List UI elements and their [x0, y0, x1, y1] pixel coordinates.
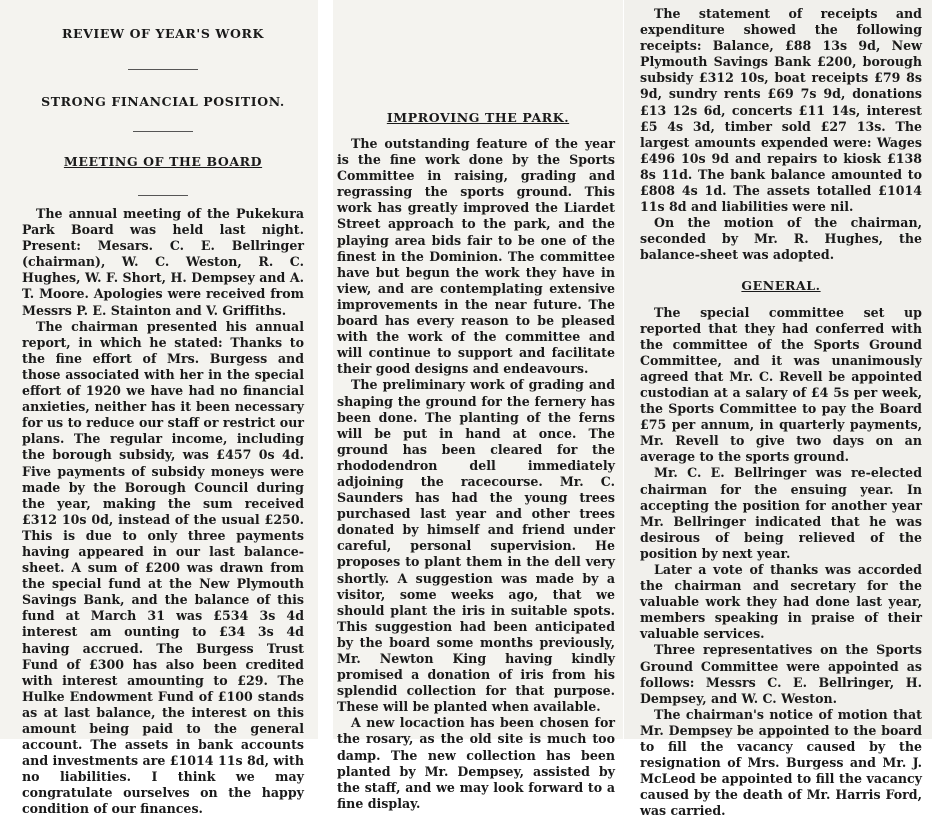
- column-middle: [333, 0, 623, 811]
- heading-financial: STRONG FINANCIAL POSITION.: [41, 94, 285, 109]
- paragraph: On the motion of the chairman, seconded by Mr. R. Hughes, the balance-sheet was adopted.: [640, 215, 922, 263]
- paragraph: Later a vote of thanks was accorded the chairman and secretary for the valuable work they had done last year, members speaking in praise of their valuable services.: [640, 562, 922, 642]
- paragraph: The statement of receipts and expenditure showed the following receipts: Balance, £88 13s 9d, New Plymouth Savings Bank £200, borough subsidy £312 10s, boat receipts £79 8s 9d, sundry rents £69 7s 9d, donations £13 12s 6d, concerts £11 14s, interest £5 4s 3d, timber sold £27 13s. The largest amounts expended were: Wages £496 10s 9d and repairs to kiosk £138 8s 11d. The bank balance amounted to £808 4s 1d. The assets totalled £1014 11s 8d and liabilities were nil.: [640, 6, 922, 215]
- paragraph: The annual meeting of the Pukekura Park Board was held last night. Present: Mesars. C. E. Bellringer (chairman), W. C. Weston, R. C. Hughes, W. F. Short, H. Dempsey and A. T. Moore. Apologies were received from Messrs P. E. Stainton and V. Griffiths.: [22, 206, 304, 318]
- paragraph: Three representatives on the Sports Ground Committee were appointed as follows: Messrs C. E. Bellringer, H. Dempsey, and W. C. Weston.: [640, 642, 922, 706]
- heading-meeting: MEETING OF THE BOARD: [63, 154, 263, 169]
- heading-improving-park: IMPROVING THE PARK.: [386, 110, 570, 125]
- paragraph: Mr. C. E. Bellringer was re-elected chairman for the ensuing year. In accepting the position for another year Mr. Bellringer indicated that he was desirous of being relieved of the position by next year.: [640, 465, 922, 561]
- divider: [133, 131, 193, 132]
- paragraph: The special committee set up reported that they had conferred with the committee of the Sports Ground Committee, and it was unanimously agreed that Mr. C. Revell be appointed custodian at a salary of £4 5s per week, the Sports Committee to pay the Board £75 per annum, in quarterly payments, Mr. Revell to give two days on an average to the sports ground.: [640, 304, 922, 465]
- divider: [138, 195, 188, 196]
- heading-review: REVIEW OF YEAR'S WORK: [61, 26, 265, 41]
- column-middle-body: [337, 136, 615, 812]
- paragraph: The chairman's notice of motion that Mr. Dempsey be appointed to the board to fill the vacancy caused by the resignation of Mrs. Burgess and Mr. J. McLeod be appointed to fill the vacancy caused by the death of Mr. Harris Ford, was carried.: [640, 706, 922, 819]
- heading-general: GENERAL.: [741, 277, 821, 293]
- paragraph: The preliminary work of grading and shaping the ground for the fernery has been done. The planting of the ferns will be put in hand at once. The ground has been cleared for the rhododendron dell immediately adjoining the racecourse. Mr. C. Saunders has had the young trees purchased last year and other trees donated by himself and friend under careful, personal supervision. He proposes to plant them in the dell very shortly. A suggestion was made by a visitor, some weeks ago, that we should plant the iris in suitable spots. This suggestion had been anticipated by the board some months previously, Mr. Newton King having kindly promised a donation of iris from his splendid collection for that purpose. These will be planted when available.: [337, 377, 615, 715]
- paragraph: A new locaction has been chosen for the rosary, as the old site is much too damp. The new collection has been planted by Mr. Dempsey, assisted by the staff, and we may look forward to a fine display.: [337, 715, 615, 811]
- divider: [128, 69, 198, 70]
- paragraph: The chairman presented his annual report, in which he stated: Thanks to the fine effort of Mrs. Burgess and those associated with her in the special effort of 1920 we have had no financial anxieties, neither has it been necessary for us to reduce our staff or restrict our plans. The regular income, including the borough subsidy, was £457 0s 4d. Five payments of subsidy moneys were made by the Borough Council during the year, making the sum received £312 10s 0d, instead of the usual £250. This is due to only three payments having appeared in our last balance-sheet. A sum of £200 was drawn from the special fund at the New Plymouth Savings Bank, and the balance of this fund at March 31 was £534 3s 4d interest am ounting to £34 3s 4d having accrued. The Burgess Trust Fund of £300 has also been credited with interest amounting to £29. The Hulke Endowment Fund of £100 stands as at last balance, the interest on this amount being paid to the general account. The assets in bank accounts and investments are £1014 11s 8d, with no liabilities. I think we may congratulate ourselves on the happy condition of our finances.: [22, 318, 304, 817]
- column-right: [624, 0, 932, 819]
- paragraph: The outstanding feature of the year is the fine work done by the Sports Committee in raising, grading and regrassing the sports ground. This work has greatly improved the Liardet Street approach to the park, and the playing area bids fair to be one of the finest in the Dominion. The committee have but begun the work they have in view, and are contemplating extensive improvements in the near future. The board has every reason to be pleased with the work of the committee and will continue to support and facilitate their good designs and endeavours.: [337, 136, 615, 377]
- column-left: [0, 0, 318, 817]
